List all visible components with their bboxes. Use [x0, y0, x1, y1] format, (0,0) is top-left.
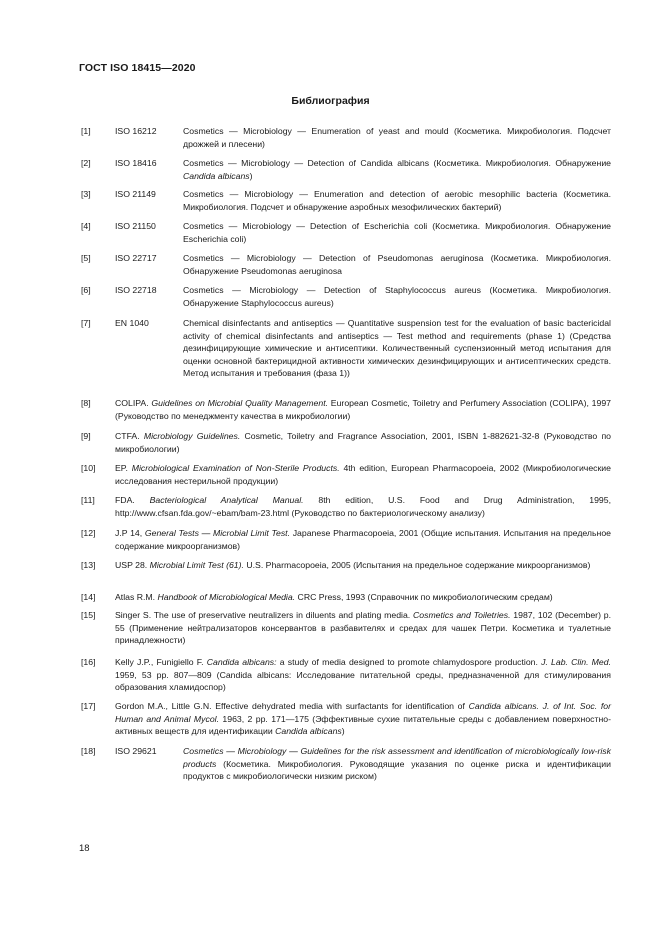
entry-text: USP 28. Microbial Limit Test (61). U.S. Pharmacopoeia, 2005 (Испытания на предельное содержание микроорганизмов)	[115, 560, 591, 570]
entry-number: [2]	[81, 158, 91, 168]
entry-text: Gordon M.A., Little G.N. Effective dehydrated media with surfactants for identification of Candida albicans. J. of Int. Soc. for Human and Animal Mycol. 1963, 2 pp. 171—175 (Эффективные сухие питательные среды с добавлением поверхностно-активных веществ для идентификации Candida albicans)	[115, 701, 612, 736]
entry-text: Cosmetics — Microbiology — Enumeration and detection of aerobic mesophilic bacteria (Косметика. Микробиология. Подсчет и обнаружение аэробных мезофилических бактерий)	[183, 189, 611, 212]
entry-number: [15]	[81, 610, 96, 620]
entry-number: [8]	[81, 398, 91, 408]
entry-text: Kelly J.P., Funigiello F. Candida albicans: a study of media designed to promote chlamydospore production. J. Lab. Clin. Med. 1959, 53 pp. 807—809 (Candida albicans: Исследование питательной среды, предназначенной для стимулирования образования хламидоспор)	[115, 657, 611, 692]
entry-number: [6]	[81, 285, 91, 295]
entry-standard-code: ISO 21149	[115, 189, 156, 199]
entry-standard-code: ISO 21150	[115, 221, 156, 231]
entry-number: [7]	[81, 318, 91, 328]
entry-number: [12]	[81, 528, 96, 538]
entry-text: Cosmetics — Microbiology — Enumeration of yeast and mould (Косметика. Микробиология. Подсчет дрожжей и плесени)	[183, 126, 611, 149]
entry-number: [18]	[81, 746, 96, 756]
entry-text: Atlas R.M. Handbook of Microbiological Media. CRC Press, 1993 (Справочник по микробиологическим средам)	[115, 592, 553, 602]
entry-text: COLIPA. Guidelines on Microbial Quality Management. European Cosmetic, Toiletry and Perfumery Association (COLIPA), 1997 (Руководство по менеджменту качества в микробиологии)	[115, 398, 611, 421]
entry-standard-code: ISO 18416	[115, 158, 157, 168]
entry-number: [10]	[81, 463, 96, 473]
entry-standard-code: ISO 22717	[115, 253, 157, 263]
entry-standard-code: ISO 16212	[115, 126, 157, 136]
entry-text: Cosmetics — Microbiology — Detection of Candida albicans (Косметика. Микробиология. Обнаружение Candida albicans)	[183, 158, 611, 181]
entry-text: Singer S. The use of preservative neutralizers in diluents and plating media. Cosmetics and Toiletries. 1987, 102 (December) p. 55 (Применение нейтрализаторов консервантов в разбавителях и средах для чашек Петри. Косметика и туалетные принадлежности)	[115, 610, 612, 645]
entry-text: J.P 14, General Tests — Microbial Limit Test. Japanese Pharmacopoeia, 2001 (Общие испытания. Испытания на предельное содержание микроорганизмов)	[115, 528, 611, 551]
entry-text: FDA. Bacteriological Analytical Manual. 8th edition, U.S. Food and Drug Administration, 1995, http://www.cfsan.fda.gov/~ebam/bam-23.html (Руководство по бактериологическому анализу)	[115, 495, 612, 518]
entry-standard-code: ISO 22718	[115, 285, 157, 295]
entry-text: EP. Microbiological Examination of Non-Sterile Products. 4th edition, European Pharmacopoeia, 2002 (Микробиологические исследования нестерильной продукции)	[115, 463, 611, 486]
entry-standard-code: EN 1040	[115, 318, 149, 328]
document-header: ГОСТ ISO 18415—2020	[79, 62, 196, 74]
entry-text: Cosmetics — Microbiology — Guidelines for the risk assessment and identification of microbiologically low-risk products (Косметика. Микробиология. Руководящие указания по оценке риска и идентификации продуктов с микробиологически низким риском)	[183, 746, 611, 781]
entry-number: [11]	[81, 495, 95, 505]
entry-number: [1]	[81, 126, 91, 136]
bibliography-title: Библиография	[291, 95, 370, 107]
entry-number: [13]	[81, 560, 96, 570]
entry-number: [17]	[81, 701, 96, 711]
entry-text: CTFA. Microbiology Guidelines. Cosmetic, Toiletry and Fragrance Association, 2001, ISBN 1-882621-32-8 (Руководство по микробиологии)	[115, 431, 611, 454]
entry-number: [3]	[81, 189, 91, 199]
entry-number: [16]	[81, 657, 96, 667]
page-number: 18	[79, 843, 90, 854]
entry-text: Chemical disinfectants and antiseptics — Quantitative suspension test for the evaluation of basic bactericidal activity of chemical disinfectants and antiseptics — Test method and requirements (phase 1) (Средства дезинфицирующие химические и антисептики. Количественный суспензионный метод испытания для оценки основной бактерицидной активности химических дезинфицирующих и антисептических средств. Метод испытания и требования (фаза 1))	[183, 318, 611, 378]
entry-number: [5]	[81, 253, 91, 263]
entry-text: Cosmetics — Microbiology — Detection of Staphylococcus aureus (Косметика. Микробиология. Обнаружение Staphylococcus aureus)	[183, 285, 611, 308]
entry-number: [4]	[81, 221, 91, 231]
entry-number: [9]	[81, 431, 91, 441]
entry-number: [14]	[81, 592, 96, 602]
entry-standard-code: ISO 29621	[115, 746, 157, 756]
entry-text: Cosmetics — Microbiology — Detection of Escherichia coli (Косметика. Микробиология. Обнаружение Escherichia coli)	[183, 221, 611, 244]
entry-text: Cosmetics — Microbiology — Detection of Pseudomonas aeruginosa (Косметика. Микробиология. Обнаружение Pseudomonas aeruginosa	[183, 253, 611, 276]
